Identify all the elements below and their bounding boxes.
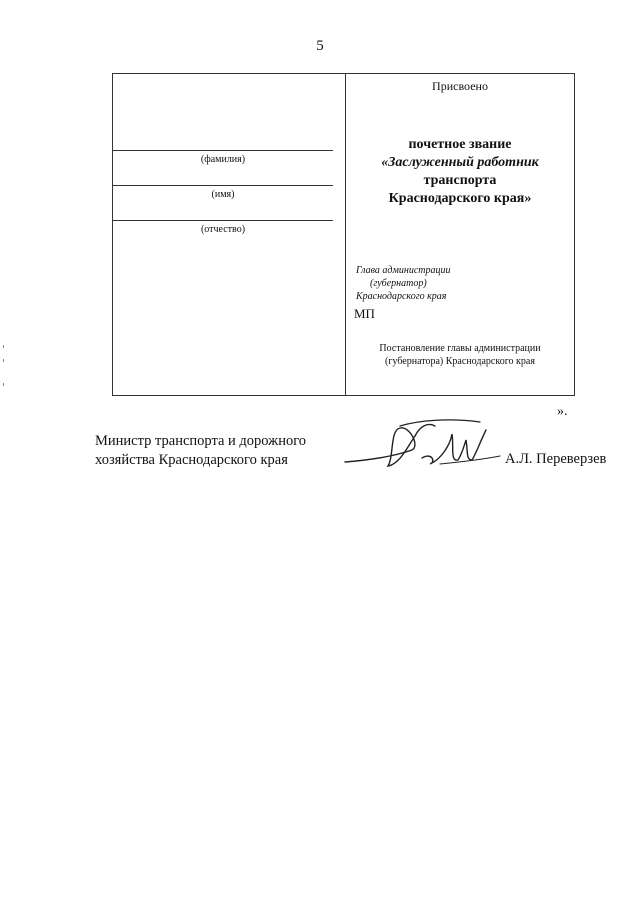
patronymic-line — [113, 220, 333, 221]
award-panel — [346, 74, 574, 395]
margin-marks — [2, 345, 6, 395]
assigned-label: Присвоено — [432, 79, 488, 93]
page-number: 5 — [316, 38, 324, 54]
signatory-title-line: Министр транспорта и дорожного — [95, 433, 307, 449]
honor-title — [346, 136, 574, 208]
head-line: (губернатор) — [370, 278, 427, 289]
patronymic-caption: (отчество) — [200, 224, 246, 235]
name-caption: (имя) — [211, 189, 235, 200]
signatory-title — [95, 432, 306, 470]
handwritten-signature — [340, 416, 510, 476]
stamp-place-label: МП — [354, 306, 375, 321]
honor-title-line: почетное звание — [408, 137, 512, 152]
honor-title-line: «Заслуженный работник — [381, 155, 539, 170]
honor-title-line: транспорта — [423, 173, 497, 188]
signatory-name: А.Л. Переверзев — [505, 451, 607, 467]
decree-line: Постановление главы администрации — [379, 343, 541, 354]
honor-title-line: Краснодарского края» — [388, 191, 532, 206]
recipient-name-panel — [113, 74, 345, 395]
closing-quote: ». — [557, 404, 568, 419]
surname-caption: (фамилия) — [200, 154, 246, 165]
decree-line: (губернатора) Краснодарского края — [385, 356, 535, 367]
decree-reference — [346, 342, 574, 368]
head-of-administration — [356, 264, 450, 303]
surname-line — [113, 150, 333, 151]
head-line: Краснодарского края — [356, 291, 447, 302]
certificate-form — [112, 73, 575, 396]
signatory-title-line: хозяйства Краснодарского края — [95, 452, 288, 468]
name-line — [113, 185, 333, 186]
head-line: Глава администрации — [356, 265, 451, 276]
